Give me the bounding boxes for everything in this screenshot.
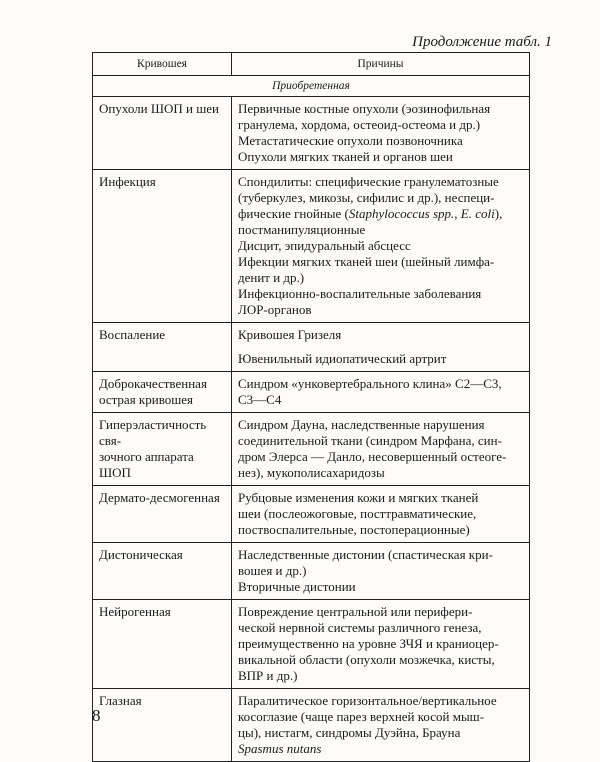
torticollis-type-cell <box>93 413 232 486</box>
cause-line: косоглазие (чаще парез верхней косой мыш- <box>238 709 485 724</box>
cause-line: Синдром Дауна, наследственные нарушения <box>238 417 485 432</box>
cause-line: денит и др.) <box>238 270 305 285</box>
cause-line: преимущественно на уровне ЗЧЯ и краниоцер- <box>238 636 499 651</box>
table-row <box>93 97 530 170</box>
table-header-row <box>93 53 530 76</box>
cause-line: Спондилиты: специфические гранулематозные <box>238 174 499 189</box>
causes-cell <box>232 486 530 543</box>
cause-line: вошея и др.) <box>238 563 307 578</box>
column-header-causes: Причины <box>232 53 530 76</box>
table-row <box>93 600 530 689</box>
torticollis-type-cell <box>93 323 232 372</box>
torticollis-type-cell <box>93 97 232 170</box>
cause-line: шеи (послеожоговые, посттравматические, <box>238 506 477 521</box>
cause-line: Дисцит, эпидуральный абсцесс <box>238 238 411 253</box>
cause-line: Кривошея Гризеля <box>238 327 342 342</box>
causes-cell <box>232 97 530 170</box>
cause-line: Паралитическое горизонтальное/вертикальное <box>238 693 497 708</box>
table-row <box>93 323 530 372</box>
column-header-torticollis: Кривошея <box>93 53 232 76</box>
type-line: Опухоли ШОП и шеи <box>99 101 219 116</box>
cause-line: Опухоли мягких тканей и органов шеи <box>238 149 453 164</box>
section-label: Приобретенная <box>93 76 530 97</box>
table-row <box>93 486 530 543</box>
spasmus-nutans-term: Spasmus nutans <box>238 741 322 756</box>
cause-line: Синдром «унковертебрального клина» C2—C3, <box>238 376 502 391</box>
type-line: Инфекция <box>99 174 156 189</box>
cause-line: Метастатические опухоли позвоночника <box>238 133 463 148</box>
causes-cell <box>232 170 530 323</box>
cause-line: ЛОР-органов <box>238 302 312 317</box>
table-row <box>93 543 530 600</box>
cause-line: соединительной ткани (синдром Марфана, син- <box>238 433 502 448</box>
causes-cell <box>232 689 530 762</box>
torticollis-type-cell <box>93 600 232 689</box>
cause-line: Инфекционно-воспалительные заболевания <box>238 286 482 301</box>
torticollis-type-cell <box>93 372 232 413</box>
cause-line <box>238 741 524 757</box>
type-line: Нейрогенная <box>99 604 171 619</box>
type-line: Дермато-десмогенная <box>99 490 220 505</box>
causes-table <box>92 52 530 762</box>
cause-line: поствоспалительные, постоперационные) <box>238 522 470 537</box>
table-row <box>93 413 530 486</box>
type-line: Дистоническая <box>99 547 183 562</box>
cause-line: гранулема, хордома, остеоид-остеома и др.) <box>238 117 481 132</box>
cause-line: Наследственные дистонии (спастическая кри- <box>238 547 493 562</box>
table-row <box>93 170 530 323</box>
causes-cell <box>232 543 530 600</box>
cause-line: Рубцовые изменения кожи и мягких тканей <box>238 490 479 505</box>
causes-cell <box>232 413 530 486</box>
cause-line: C3—C4 <box>238 392 282 407</box>
cause-line: Вторичные дистонии <box>238 579 356 594</box>
type-line: зочного аппарата ШОП <box>99 449 194 480</box>
cause-line-with-italics: фические гнойные (Staphylococcus spp., E. coli), <box>238 206 503 221</box>
cause-line: Ювенильный идиопатический артрит <box>238 351 447 366</box>
page-number: 8 <box>92 706 101 725</box>
cause-line: ВПР и др.) <box>238 668 298 683</box>
torticollis-type-cell <box>93 170 232 323</box>
torticollis-type-cell <box>93 543 232 600</box>
cause-line: Первичные костные опухоли (эозинофильная <box>238 101 491 116</box>
type-line: Гиперэластичность свя- <box>99 417 207 448</box>
cause-line: цы), нистагм, синдромы Дуэйна, Брауна <box>238 725 461 740</box>
cause-line: дром Элерса — Данло, несовершенный остеоге- <box>238 449 507 464</box>
table-row <box>93 689 530 762</box>
section-row <box>93 76 530 97</box>
causes-cell <box>232 323 530 372</box>
type-line: Воспаление <box>99 327 166 342</box>
cause-line: Повреждение центральной или перифери- <box>238 604 473 619</box>
table-row <box>93 372 530 413</box>
cause-line: нез), мукополисахаридозы <box>238 465 385 480</box>
torticollis-type-cell <box>93 689 232 762</box>
type-line: Доброкачественная <box>99 376 207 391</box>
bacteria-names: Staphylococcus spp., E. coli <box>348 206 495 221</box>
torticollis-type-cell <box>93 486 232 543</box>
type-line: Глазная <box>99 693 142 708</box>
cause-line: Ифекции мягких тканей шеи (шейный лимфа- <box>238 254 495 269</box>
cause-line: постманипуляционные <box>238 222 366 237</box>
type-line: острая кривошея <box>99 392 194 407</box>
table-caption: Продолжение табл. 1 <box>412 34 552 50</box>
cause-line: (туберкулез, микозы, сифилис и др.), неспеци- <box>238 190 495 205</box>
causes-cell <box>232 600 530 689</box>
cause-line: викальной области (опухоли мозжечка, кисты, <box>238 652 495 667</box>
causes-cell <box>232 372 530 413</box>
cause-line: ческой нервной системы различного генеза, <box>238 620 482 635</box>
